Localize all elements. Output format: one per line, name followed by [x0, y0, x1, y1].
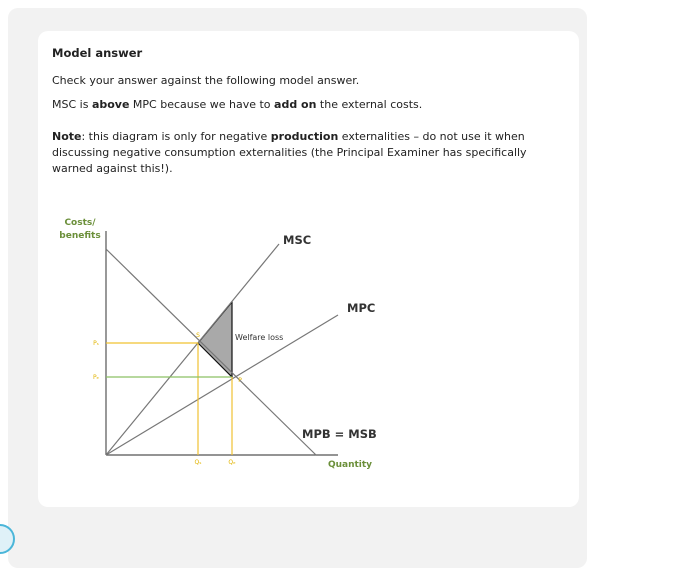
note-text-2: externalities – do not use it when discussing negative consumption externalities (the Principal Examiner has specifically warned against this!).: [52, 130, 527, 175]
x-axis-label: Quantity: [327, 460, 373, 470]
point-p-label: P: [238, 377, 242, 384]
note-bold-production: production: [270, 130, 339, 143]
point-s-label: S: [196, 332, 200, 339]
msc-mid: MPC because we have to: [129, 98, 275, 111]
msc-pre: MSC is: [52, 98, 92, 111]
welfare-loss-triangle: [198, 302, 232, 377]
y-axis-label-1: Costs/: [64, 218, 96, 228]
content-panel: [8, 8, 587, 568]
msc-line: [106, 244, 279, 455]
qs-label: Qₛ: [194, 459, 202, 466]
msc-label: MSC: [283, 233, 312, 247]
msc-bold-above: above: [91, 98, 130, 111]
msc-bold-add-on: add on: [274, 98, 317, 111]
qe-label: Qₑ: [228, 459, 236, 466]
card-title: Model answer: [52, 46, 143, 60]
pe-label: Pₑ: [92, 374, 100, 381]
y-axis-label-2: benefits: [59, 231, 101, 241]
msc-post: the external costs.: [316, 98, 423, 111]
model-answer-card: [38, 31, 579, 507]
note-text-1: : this diagram is only for negative: [81, 130, 271, 143]
msb-label: MPB = MSB: [302, 427, 377, 441]
externality-diagram: [38, 31, 579, 507]
ps-label: Pₛ: [93, 340, 99, 347]
note-label: Note: [52, 130, 82, 143]
msb-line: [106, 249, 316, 455]
intro-text: Check your answer against the following model answer.: [52, 74, 360, 87]
mpc-label: MPC: [347, 301, 376, 315]
welfare-loss-label: Welfare loss: [235, 333, 284, 342]
